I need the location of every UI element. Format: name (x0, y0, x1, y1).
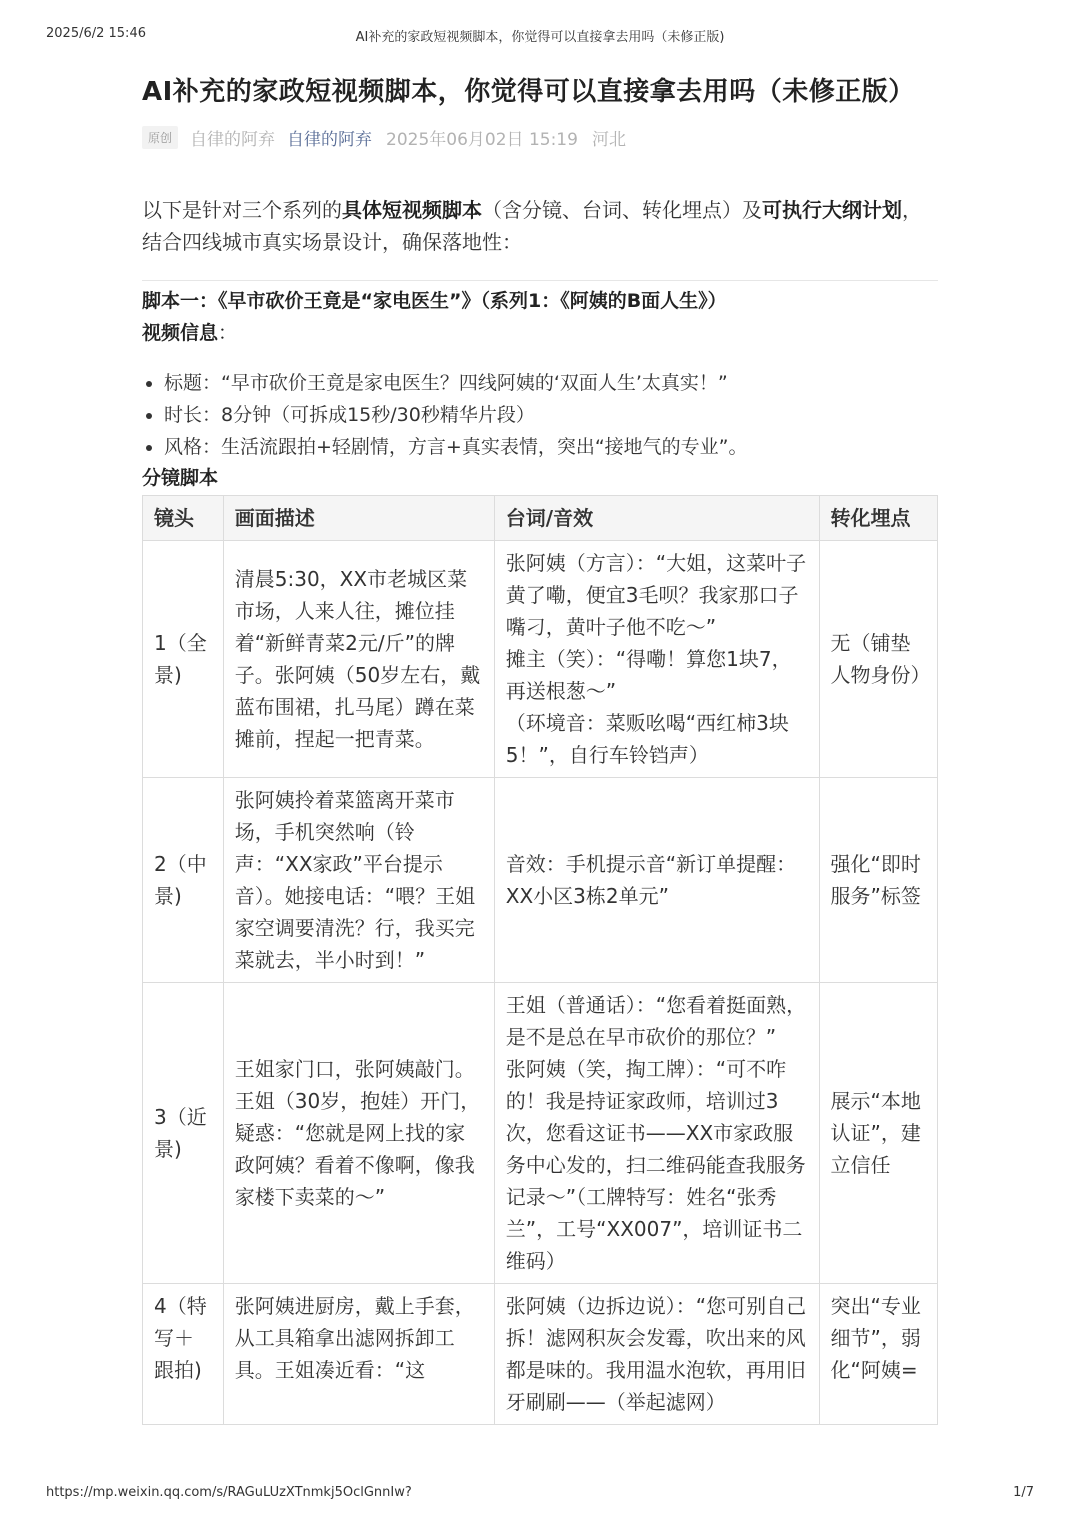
column-header: 画面描述 (223, 496, 494, 541)
intro-text-2: （含分镜、台词、转化埋点）及 (482, 198, 762, 222)
publish-date: 2025年06月02日 15:19 (386, 129, 578, 150)
conversion-cell: 突出“专业细节”，弱化“阿姨= (819, 1284, 937, 1425)
section-divider (142, 280, 938, 281)
column-header: 转化埋点 (819, 496, 937, 541)
intro-text-1: 以下是针对三个系列的 (142, 198, 342, 222)
video-info-list (142, 367, 938, 463)
script-title: 脚本一：《早市砍价王竟是“家电医生”》（系列1：《阿姨的B面人生》） (142, 290, 727, 312)
intro-bold-2: 可执行大纲计划 (762, 198, 902, 222)
article (142, 72, 938, 1473)
column-header: 台词/音效 (494, 496, 819, 541)
print-page-title: AI补充的家政短视频脚本，你觉得可以直接拿去用吗（未修正版) (355, 30, 725, 45)
scene-cell: 王姐家门口，张阿姨敲门。王姐（30岁，抱娃）开门，疑惑：“您就是网上找的家政阿姨？看着不像啊，像我家楼下卖菜的～” (223, 983, 494, 1284)
list-item: • 标题：“早市砍价王竟是家电医生？四线阿姨的‘双面人生’太真实！” (164, 367, 938, 399)
table-row (143, 541, 938, 778)
dialogue-cell: 王姐（普通话）：“您看着挺面熟，是不是总在早市砍价的那位？” 张阿姨（笑，掏工牌）：“可不咋的！我是持证家政师，培训过3次，您看这证书——XX市家政服务中心发的，扫二维码能查我服务记录～”（工牌特写：姓名“张秀兰”，工号“XX007”，培训证书二维码） (494, 983, 819, 1284)
print-footer (46, 1485, 1034, 1505)
column-header: 镜头 (143, 496, 224, 541)
page-number: 1/7 (1013, 1485, 1034, 1500)
table-row (143, 778, 938, 983)
scene-cell: 清晨5:30，XX市老城区菜市场，人来人往，摊位挂着“新鲜青菜2元/斤”的牌子。张阿姨（50岁左右，戴蓝布围裙，扎马尾）蹲在菜摊前，捏起一把青菜。 (223, 541, 494, 778)
publish-location: 河北 (591, 129, 626, 150)
intro-text-3: ，结合四线城市真实场景设计，确保落地性： (142, 198, 922, 254)
scene-cell: 张阿姨拎着菜篮离开菜市场，手机突然响（铃声：“XX家政”平台提示音）。她接电话：“喂？王姐家空调要清洗？行，我买完菜就去，半小时到！” (223, 778, 494, 983)
video-info-label: 视频信息 (142, 322, 219, 344)
table-header-row (143, 496, 938, 541)
page-url: https://mp.weixin.qq.com/s/RAGuLUzXTnmkj5OclGnnIw? (46, 1485, 412, 1500)
conversion-cell: 展示“本地认证”，建立信任 (819, 983, 937, 1284)
intro-paragraph (142, 194, 938, 258)
conversion-cell: 无（铺垫人物身份） (819, 541, 937, 778)
dialogue-cell: 张阿姨（边拆边说）：“您可别自己拆！滤网积灰会发霉，吹出来的风都是味的。我用温水泡软，再用旧牙刷刷——（举起滤网） (494, 1284, 819, 1425)
table-row (143, 1284, 938, 1425)
video-info-colon: ： (218, 322, 238, 344)
shot-cell: 2（中景) (143, 778, 224, 983)
list-item: • 风格：生活流跟拍+轻剧情，方言+真实表情，突出“接地气的专业”。 (164, 431, 938, 463)
conversion-cell: 强化“即时服务”标签 (819, 778, 937, 983)
shot-cell: 4（特写＋跟拍) (143, 1284, 224, 1425)
video-info-heading (142, 317, 938, 349)
original-badge: 原创 (142, 126, 178, 149)
dialogue-cell: 音效：手机提示音“新订单提醒：XX小区3栋2单元” (494, 778, 819, 983)
account-link[interactable]: 自律的阿弃 (287, 129, 373, 150)
article-meta (142, 122, 938, 152)
author-name: 自律的阿弃 (190, 129, 276, 150)
shot-cell: 1（全景) (143, 541, 224, 778)
storyboard-table (142, 495, 938, 1425)
table-row (143, 983, 938, 1284)
scene-cell: 张阿姨进厨房，戴上手套，从工具箱拿出滤网拆卸工具。王姐凑近看：“这 (223, 1284, 494, 1425)
storyboard-table-wrapper (142, 493, 938, 1473)
dialogue-cell: 张阿姨（方言）：“大姐，这菜叶子黄了嘞，便宜3毛呗？我家那口子嘴刁，黄叶子他不吃～” 摊主（笑）：“得嘞！算您1块7，再送根葱～” （环境音：菜贩吆喝“西红柿3块5！”，自行车铃铛声） (494, 541, 819, 778)
intro-bold-1: 具体短视频脚本 (342, 198, 482, 222)
article-title: AI补充的家政短视频脚本，你觉得可以直接拿去用吗（未修正版） (142, 77, 915, 107)
print-datetime: 2025/6/2 15:46 (46, 26, 146, 41)
list-item: • 时长：8分钟（可拆成15秒/30秒精华片段） (164, 399, 938, 431)
shot-cell: 3（近景) (143, 983, 224, 1284)
storyboard-label: 分镜脚本 (142, 467, 219, 489)
print-header (46, 26, 1034, 46)
